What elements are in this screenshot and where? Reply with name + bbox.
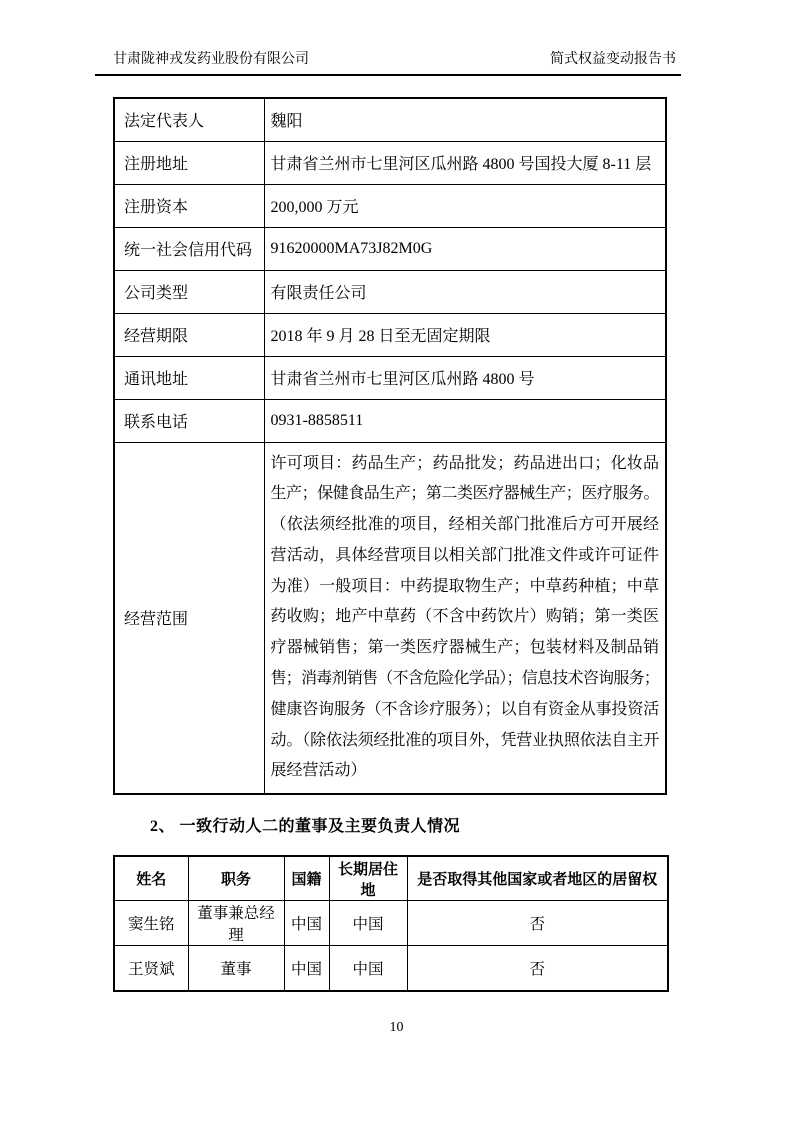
column-header: 国籍 <box>284 856 329 901</box>
header-company-name: 甘肃陇神戎发药业股份有限公司 <box>113 52 309 67</box>
page-number: 10 <box>389 1020 404 1035</box>
row-label: 注册地址 <box>114 141 264 184</box>
business-scope-line: 为准）一般项目：中药提取物生产；中草药种植；中草 <box>270 577 659 595</box>
cell: 中国 <box>284 901 329 946</box>
table-row <box>114 227 666 270</box>
business-scope-line: 生产；保健食品生产；第二类医疗器械生产；医疗服务。 <box>270 485 659 503</box>
row-value: 甘肃省兰州市七里河区瓜州路 4800 号国投大厦 8-11 层 <box>264 141 666 184</box>
row-label: 法定代表人 <box>114 98 264 141</box>
business-scope-line: 展经营活动） <box>270 762 367 780</box>
row-value: 200,000 万元 <box>264 184 666 227</box>
directors-thead <box>114 856 668 901</box>
table-row <box>114 946 668 992</box>
business-scope-line: 许可项目：药品生产；药品批发；药品进出口；化妆品 <box>270 454 659 472</box>
row-label: 经营范围 <box>114 442 264 794</box>
row-label: 注册资本 <box>114 184 264 227</box>
table-row-business-scope <box>114 442 666 794</box>
page-header <box>95 51 681 76</box>
header-report-title: 简式权益变动报告书 <box>550 52 676 67</box>
cell: 中国 <box>284 946 329 992</box>
directors-tbody <box>114 901 668 992</box>
cell: 王贤斌 <box>114 946 188 992</box>
table-row <box>114 356 666 399</box>
row-value: 有限责任公司 <box>264 270 666 313</box>
row-label: 通讯地址 <box>114 356 264 399</box>
row-value: 甘肃省兰州市七里河区瓜州路 4800 号 <box>264 356 666 399</box>
section-heading: 2、 一致行动人二的董事及主要负责人情况 <box>150 818 461 835</box>
row-label: 公司类型 <box>114 270 264 313</box>
cell: 窦生铭 <box>114 901 188 946</box>
table-row <box>114 141 666 184</box>
row-value: 0931-8858511 <box>264 399 666 442</box>
company-info-tbody <box>114 98 666 794</box>
business-scope-line: 售；消毒剂销售（不含危险化学品）；信息技术咨询服务； <box>270 670 659 688</box>
cell: 中国 <box>329 901 407 946</box>
cell: 董事兼总经理 <box>188 901 284 946</box>
cell: 中国 <box>329 946 407 992</box>
business-scope-line: 健康咨询服务（不含诊疗服务）；以自有资金从事投资活 <box>270 700 659 718</box>
column-header: 是否取得其他国家或者地区的居留权 <box>407 856 668 901</box>
table-row <box>114 901 668 946</box>
row-value: 91620000MA73J82M0G <box>264 227 666 270</box>
row-label: 经营期限 <box>114 313 264 356</box>
business-scope-text <box>264 442 666 794</box>
table-row <box>114 270 666 313</box>
table-row <box>114 184 666 227</box>
business-scope-line: 动。（除依法须经批准的项目外，凭营业执照依法自主开 <box>270 731 659 749</box>
business-scope-line: 营活动，具体经营项目以相关部门批准文件或许可证件 <box>270 546 659 564</box>
column-header: 姓名 <box>114 856 188 901</box>
row-value: 2018 年 9 月 28 日至无固定期限 <box>264 313 666 356</box>
business-scope-line: （依法须经批准的项目，经相关部门批准后方可开展经 <box>270 516 659 534</box>
row-value: 魏阳 <box>264 98 666 141</box>
table-row <box>114 399 666 442</box>
table-row <box>114 98 666 141</box>
row-label: 统一社会信用代码 <box>114 227 264 270</box>
business-scope-line: 疗器械销售；第一类医疗器械生产；包装材料及制品销 <box>270 639 659 657</box>
directors-table <box>113 855 669 992</box>
column-header: 职务 <box>188 856 284 901</box>
cell: 董事 <box>188 946 284 992</box>
directors-header-row <box>114 856 668 901</box>
cell: 否 <box>407 946 668 992</box>
column-header: 长期居住地 <box>329 856 407 901</box>
business-scope-line: 药收购；地产中草药（不含中药饮片）购销；第一类医 <box>270 608 659 626</box>
row-label: 联系电话 <box>114 399 264 442</box>
cell: 否 <box>407 901 668 946</box>
company-info-table <box>113 97 667 795</box>
table-row <box>114 313 666 356</box>
